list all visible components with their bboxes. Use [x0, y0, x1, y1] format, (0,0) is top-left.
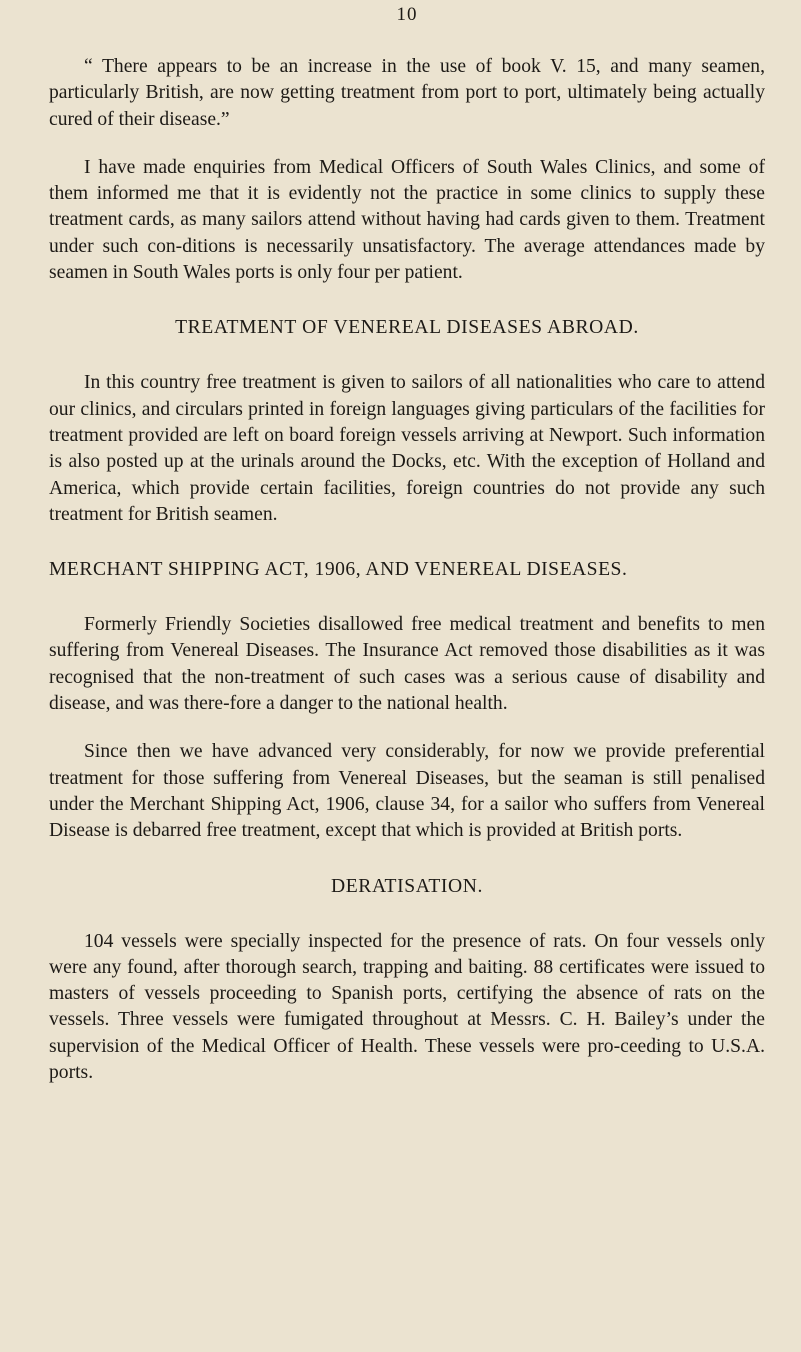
preferential-treatment-paragraph: Since then we have advanced very considerably, for now we provide preferential treatment for those suffering from Venereal Diseases, but the seaman is still penalised under the Merchant Shipping Act, 1906, clause 34, for a sailor who suffers from Venereal Disease is debarred free treatment, except that which is provided at British ports.: [49, 741, 765, 842]
treatment-abroad-paragraph: In this country free treatment is given to sailors of all nationalities who care to attend our clinics, and circulars printed in foreign languages giving particulars of the facilities for treatment provided are left on board foreign vessels arriving at Newport. Such information is also posted up at the urinals around the Docks, etc. With the exception of Holland and America, which provide certain facilities, foreign countries do not provide any such treatment for British seamen.: [49, 372, 765, 525]
deratisation-paragraph: 104 vessels were specially inspected for the presence of rats. On four vessels only were any found, after thorough search, trapping and baiting. 88 certificates were issued to masters of vessels proceeding to Spanish ports, certifying the absence of rats on the vessels. Three vessels were fumigated throughout at Messrs. C. H. Bailey’s under the supervision of the Medical Officer of Health. These vessels were pro-ceeding to U.S.A. ports.: [49, 930, 765, 1084]
page-number: 10: [396, 4, 418, 25]
section-heading-deratisation: DERATISATION.: [330, 875, 484, 897]
friendly-societies-paragraph: Formerly Friendly Societies disallowed free medical treatment and benefits to men suffering from Venereal Diseases. The Insurance Act removed those disabilities as it was recognised that the non-treatment of such cases was a serious cause of disability and disease, and was there-fore a danger to the national health.: [49, 614, 765, 715]
section-heading-treatment-abroad: TREATMENT OF VENEREAL DISEASES ABROAD.: [175, 317, 639, 339]
section-heading-merchant-shipping-act: MERCHANT SHIPPING ACT, 1906, AND VENEREAL DISEASES.: [49, 559, 628, 581]
quoted-paragraph: “ There appears to be an increase in the use of book V. 15, and many seamen, particularly British, are now getting treatment from port to port, ultimately being actually cured of their disease.”: [49, 56, 765, 130]
enquiries-paragraph: I have made enquiries from Medical Officers of South Wales Clinics, and some of them informed me that it is evidently not the practice in some clinics to supply these treatment cards, as many sailors attend without having had cards given to them. Treatment under such con-ditions is necessarily unsatisfactory. The average attendances made by seamen in South Wales ports is only four per patient.: [49, 156, 765, 284]
